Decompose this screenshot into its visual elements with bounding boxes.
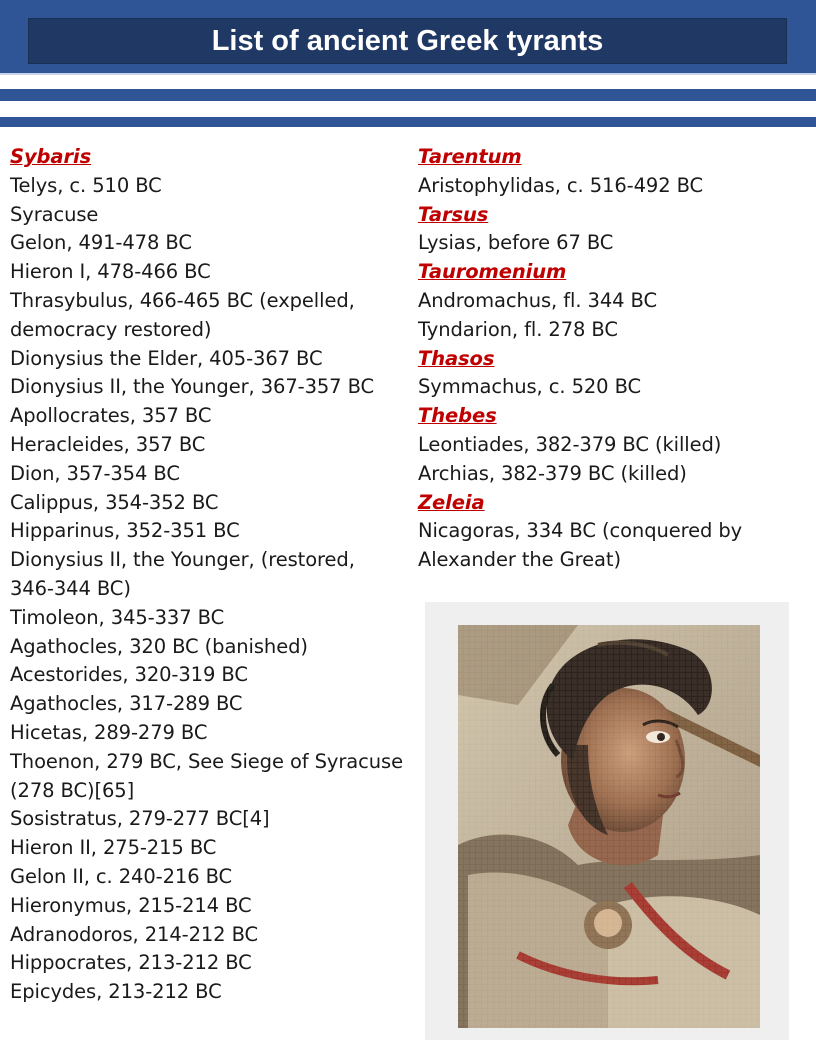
tyrant-entry: Leontiades, 382-379 BC (killed) [418, 432, 722, 456]
tyrant-entry: Epicydes, 213-212 BC [10, 980, 222, 1004]
tyrant-entry: Gelon II, c. 240-216 BC [10, 864, 233, 888]
tyrant-entry: Dionysius II, the Younger, 367-357 BC [10, 375, 375, 399]
tyrant-entry: Hieronymus, 215-214 BC [10, 893, 252, 917]
city-heading[interactable]: Sybaris [10, 145, 92, 168]
tyrant-entry: Hippocrates, 213-212 BC [10, 951, 252, 975]
tyrant-entry: Hipparinus, 352-351 BC [10, 519, 240, 543]
tyrant-entry: Syracuse [10, 202, 99, 226]
header-stripe-2 [0, 117, 816, 127]
tyrant-entry: Sosistratus, 279-277 BC[4] [10, 807, 270, 831]
tyrant-entry: Adranodoros, 214-212 BC [10, 922, 259, 946]
tyrant-entry: Nicagoras, 334 BC (conquered by [418, 519, 743, 543]
tyrant-entry: Symmachus, c. 520 BC [418, 375, 642, 399]
tyrant-entry: Apollocrates, 357 BC [10, 404, 212, 428]
tyrant-entry: Andromachus, fl. 344 BC [418, 288, 657, 312]
tyrant-entry: democracy restored) [10, 317, 212, 341]
tyrant-entry: Dion, 357-354 BC [10, 461, 180, 485]
tyrant-entry: 346-344 BC) [10, 576, 131, 600]
city-heading[interactable]: Zeleia [418, 490, 485, 514]
tyrant-entry: Telys, c. 510 BC [10, 173, 162, 197]
city-heading[interactable]: Thebes [418, 404, 497, 428]
portrait-frame [425, 602, 789, 1040]
city-heading[interactable]: Tauromenium [418, 260, 567, 284]
tyrant-entry: Archias, 382-379 BC (killed) [418, 461, 687, 485]
tyrant-entry: Thrasybulus, 466-465 BC (expelled, [10, 288, 355, 312]
city-heading[interactable]: Tarentum [418, 145, 522, 168]
left-column [10, 143, 410, 1007]
header-divider [0, 73, 816, 75]
header-stripe-1 [0, 89, 816, 101]
tyrant-entry: Hicetas, 289-279 BC [10, 720, 208, 744]
tyrant-entry: Thoenon, 279 BC, See Siege of Syracuse [10, 749, 403, 773]
city-heading[interactable]: Tarsus [418, 202, 489, 226]
city-heading[interactable]: Thasos [418, 346, 495, 370]
tyrant-entry: Dionysius II, the Younger, (restored, [10, 548, 355, 572]
tyrant-entry: Agathocles, 317-289 BC [10, 692, 243, 716]
tyrant-entry: Alexander the Great) [418, 548, 621, 572]
tyrant-entry: Hieron II, 275-215 BC [10, 836, 217, 860]
tyrant-entry: Timoleon, 345-337 BC [10, 605, 225, 629]
tyrant-entry: Lysias, before 67 BC [418, 231, 614, 255]
tyrant-entry: Tyndarion, fl. 278 BC [418, 317, 618, 341]
tyrant-entry: Agathocles, 320 BC (banished) [10, 634, 308, 658]
mosaic-portrait-image [458, 625, 760, 1028]
tyrant-entry: (278 BC)[65] [10, 778, 135, 802]
page-title: List of ancient Greek tyrants [28, 18, 787, 64]
tyrant-entry: Gelon, 491-478 BC [10, 231, 192, 255]
tyrant-entry: Dionysius the Elder, 405-367 BC [10, 346, 323, 370]
tyrant-entry: Calippus, 354-352 BC [10, 490, 219, 514]
tyrant-entry: Aristophylidas, c. 516-492 BC [418, 173, 704, 197]
tyrant-entry: Hieron I, 478-466 BC [10, 260, 211, 284]
tyrant-entry: Acestorides, 320-319 BC [10, 663, 248, 687]
header-banner [0, 0, 816, 73]
right-column [418, 143, 808, 575]
tyrant-entry: Heracleides, 357 BC [10, 432, 206, 456]
